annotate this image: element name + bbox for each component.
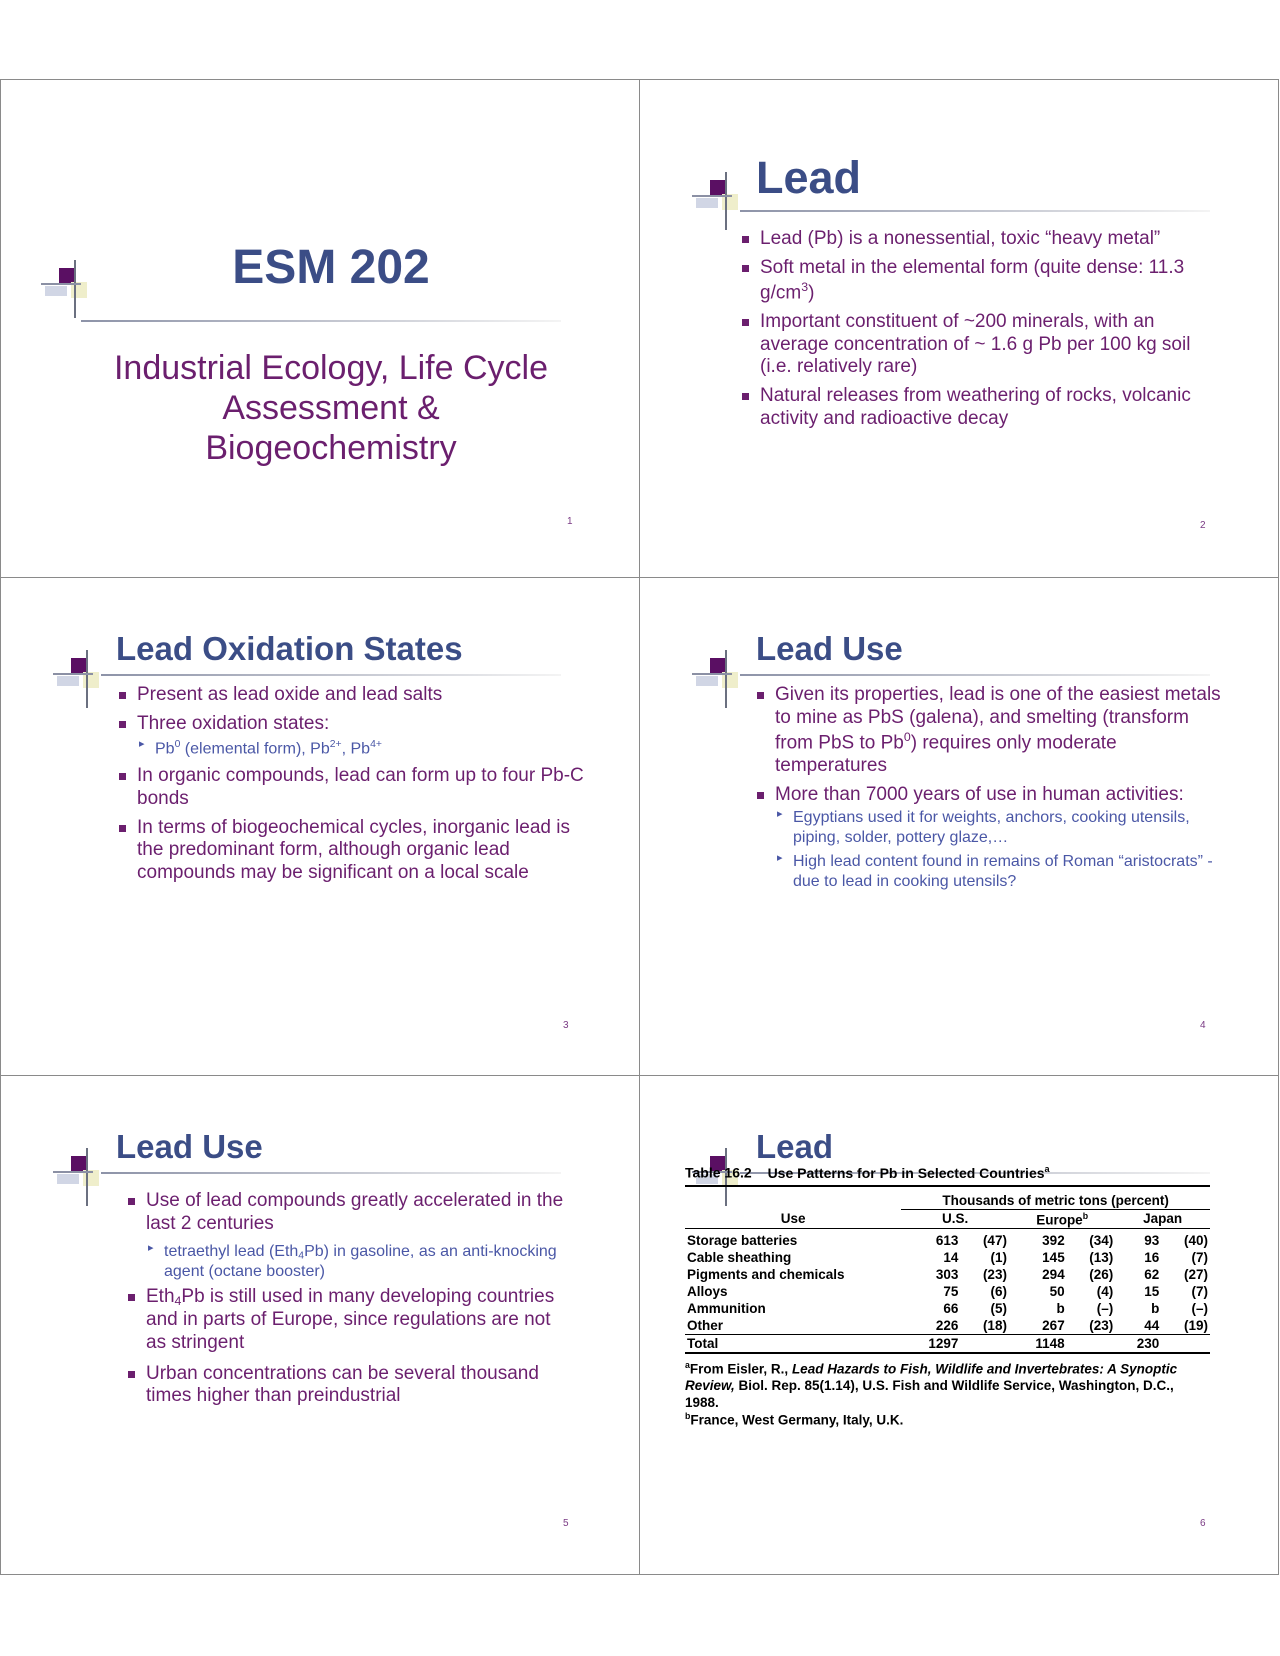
- sub-bullet-item: ▸ Pb$^0$ (elemental form), $Pb^{2+}$, $Pb^{4+}$: [137, 738, 587, 759]
- table-cell: Alloys: [687, 1284, 728, 1300]
- table-cell: (4): [1096, 1284, 1114, 1300]
- table-cell: 75: [943, 1284, 959, 1300]
- table-cell: b: [1056, 1301, 1065, 1317]
- bullet-item: In terms of biogeochemical cycles, inorganic lead is the predominant form, although organic lead compounds may be significant on a local scale: [117, 817, 587, 885]
- bullet-item: Given its properties, lead is one of the easiest metals to mine as PbS (galena), and smelting (transform from PbS to Pb$^0$) requires only moderate temperatures: [755, 684, 1225, 778]
- slide-4: [639, 577, 1279, 1076]
- table-footnote-b: $^b$France, West Germany, Italy, U.K.: [685, 1411, 904, 1428]
- sub-bullet-list: [146, 1242, 566, 1283]
- slide-title: Lead Oxidation States: [116, 630, 463, 667]
- lead-use-table: [685, 1164, 1210, 1429]
- bullet-list: [117, 684, 587, 891]
- slide-5: [0, 1075, 640, 1575]
- slide-title: Lead: [756, 152, 862, 203]
- bullet-item: In organic compounds, lead can form up to four Pb-C bonds: [117, 765, 587, 811]
- table-row: [685, 1300, 1210, 1317]
- slide-number: 6: [1200, 1518, 1206, 1529]
- table-cell: (40): [1183, 1233, 1208, 1249]
- table-cell: (–): [1096, 1301, 1114, 1317]
- table-row: [685, 1249, 1210, 1266]
- bullet-item: Three oxidation states: ▸ Pb$^0$ (elemental form), $Pb^{2+}$, $Pb^{4+}$: [117, 713, 587, 759]
- table-cell: (19): [1183, 1318, 1208, 1334]
- bullet-item: More than 7000 years of use in human activities: ▸ Egyptians used it for weights, anchors, cooking utensils, piping, solder, pottery glaze,… ▸ High lead content found in remains of Roman “aristocrats” - due to lead in cooking utensils?: [755, 784, 1225, 893]
- bullet-item: Natural releases from weathering of rocks, volcanic activity and radioactive decay: [740, 385, 1210, 431]
- slide-number: 1: [567, 516, 573, 527]
- column-header-japan: Japan: [1115, 1209, 1210, 1229]
- column-header-us: U.S.: [901, 1209, 1009, 1229]
- table-cell: 303: [935, 1267, 959, 1283]
- slide-subtitle: Industrial Ecology, Life Cycle Assessment & Biogeochemistry: [113, 349, 548, 468]
- table-footnote-a: $^a$From Eisler, R., Lead Hazards to Fish, Wildlife and Invertebrates: A Synoptic Review, Biol. Rep. 85(1.14), U.S. Fish and Wildlife Service, Washington, D.C., 1988.: [685, 1360, 1178, 1410]
- column-header-use: Use: [685, 1209, 901, 1229]
- table-row: [685, 1266, 1210, 1283]
- title-rule: [81, 320, 561, 322]
- bullet-item: Use of lead compounds greatly accelerated in the last 2 centuries ▸ tetraethyl lead (Eth4Pb) in gasoline, as an anti-knocking agent (octane booster): [126, 1190, 566, 1282]
- bullet-list: [755, 684, 1225, 898]
- table-cell: 16: [1144, 1250, 1160, 1266]
- table-cell: (5): [990, 1301, 1007, 1317]
- table-cell: 613: [935, 1233, 959, 1249]
- slide-number: 2: [1200, 520, 1206, 531]
- slide-decoration-icon: [692, 646, 746, 708]
- bullet-item: Important constituent of ~200 minerals, with an average concentration of ~ 1.6 g Pb per 100 kg soil (i.e. relatively rare): [740, 311, 1210, 379]
- column-header-europe: Europe$^b$: [1009, 1209, 1115, 1229]
- table-cell: 267: [1042, 1318, 1065, 1334]
- table-cell: (26): [1089, 1267, 1114, 1283]
- title-rule: [101, 1172, 561, 1174]
- bullet-list: [126, 1190, 566, 1414]
- slide-decoration-icon: [53, 1144, 107, 1206]
- table-cell: 15: [1144, 1284, 1160, 1300]
- sub-bullet-list: [775, 808, 1225, 892]
- table-cell: (–): [1191, 1301, 1208, 1317]
- title-rule: [740, 210, 1210, 212]
- table-cell: 14: [943, 1250, 959, 1266]
- slide-number: 4: [1200, 1020, 1206, 1031]
- slide-decoration-icon: [692, 168, 746, 230]
- table-cell: Other: [687, 1318, 724, 1334]
- table-caption: Table 16.2 Use Patterns for Pb in Selected Countries$^a$: [685, 1164, 1210, 1187]
- table-cell: (23): [982, 1267, 1007, 1283]
- table-cell: (27): [1183, 1267, 1208, 1283]
- table-cell: (1): [990, 1250, 1007, 1266]
- slide-1: [0, 79, 640, 578]
- bullet-item: Present as lead oxide and lead salts: [117, 684, 587, 707]
- table-cell: Ammunition: [687, 1301, 766, 1317]
- table-cell: 145: [1042, 1250, 1065, 1266]
- table-cell: b: [1151, 1301, 1160, 1317]
- slide-title: Lead Use: [116, 1128, 263, 1165]
- table-cell: (47): [982, 1233, 1007, 1249]
- table-group-header: Thousands of metric tons (percent): [901, 1187, 1210, 1210]
- slide-2: [639, 79, 1279, 578]
- table-row: [685, 1283, 1210, 1300]
- table-cell: (7): [1191, 1250, 1208, 1266]
- sub-bullet-list: [137, 738, 587, 759]
- slide-decoration-icon: [53, 646, 107, 708]
- table-cell: 93: [1144, 1233, 1160, 1249]
- table-cell: 66: [943, 1301, 959, 1317]
- bullet-item: Soft metal in the elemental form (quite dense: 11.3 $g/cm^3$): [740, 257, 1210, 305]
- sub-bullet-item: ▸ Egyptians used it for weights, anchors, cooking utensils, piping, solder, pottery glaze,…: [775, 808, 1225, 848]
- title-rule: [101, 674, 561, 676]
- slide-title: Lead Use: [756, 630, 903, 667]
- table-cell: Pigments and chemicals: [687, 1267, 845, 1283]
- sub-bullet-item: ▸ tetraethyl lead (Eth4Pb) in gasoline, as an anti-knocking agent (octane booster): [146, 1242, 566, 1283]
- slide-number: 5: [563, 1518, 569, 1529]
- table-cell: (6): [990, 1284, 1007, 1300]
- table-total-row: Total 1297 1148 230: [685, 1335, 1210, 1354]
- table-cell: 294: [1042, 1267, 1065, 1283]
- table-cell: (7): [1191, 1284, 1208, 1300]
- slide-title: ESM 202: [232, 241, 430, 294]
- table-cell: Cable sheathing: [687, 1250, 792, 1266]
- bullet-item: Lead (Pb) is a nonessential, toxic “heavy metal”: [740, 228, 1210, 251]
- table-cell: (18): [982, 1318, 1007, 1334]
- table-cell: (34): [1089, 1233, 1114, 1249]
- bullet-item: Urban concentrations can be several thousand times higher than preindustrial: [126, 1363, 566, 1409]
- table-row: [685, 1229, 1210, 1250]
- table-cell: (23): [1089, 1318, 1114, 1334]
- table-cell: 50: [1049, 1284, 1065, 1300]
- slide-6: [639, 1075, 1279, 1575]
- table-cell: 392: [1042, 1233, 1065, 1249]
- table-cell: 44: [1144, 1318, 1160, 1334]
- table-cell: (13): [1089, 1250, 1114, 1266]
- data-table: [685, 1187, 1210, 1355]
- title-rule: [740, 674, 1210, 676]
- slide-title: Lead: [756, 1128, 834, 1165]
- table-row: [685, 1317, 1210, 1335]
- table-cell: Storage batteries: [687, 1233, 798, 1249]
- slide-number: 3: [563, 1020, 569, 1031]
- bullet-item: Eth4Pb is still used in many developing countries and in parts of Europe, since regulations are not as stringent: [126, 1286, 566, 1354]
- bullet-list: [740, 228, 1210, 437]
- sub-bullet-item: ▸ High lead content found in remains of Roman “aristocrats” - due to lead in cooking utensils?: [775, 852, 1225, 892]
- table-cell: 226: [935, 1318, 959, 1334]
- slide-3: [0, 577, 640, 1076]
- slide-decoration-icon: [41, 256, 95, 318]
- table-cell: 62: [1144, 1267, 1160, 1283]
